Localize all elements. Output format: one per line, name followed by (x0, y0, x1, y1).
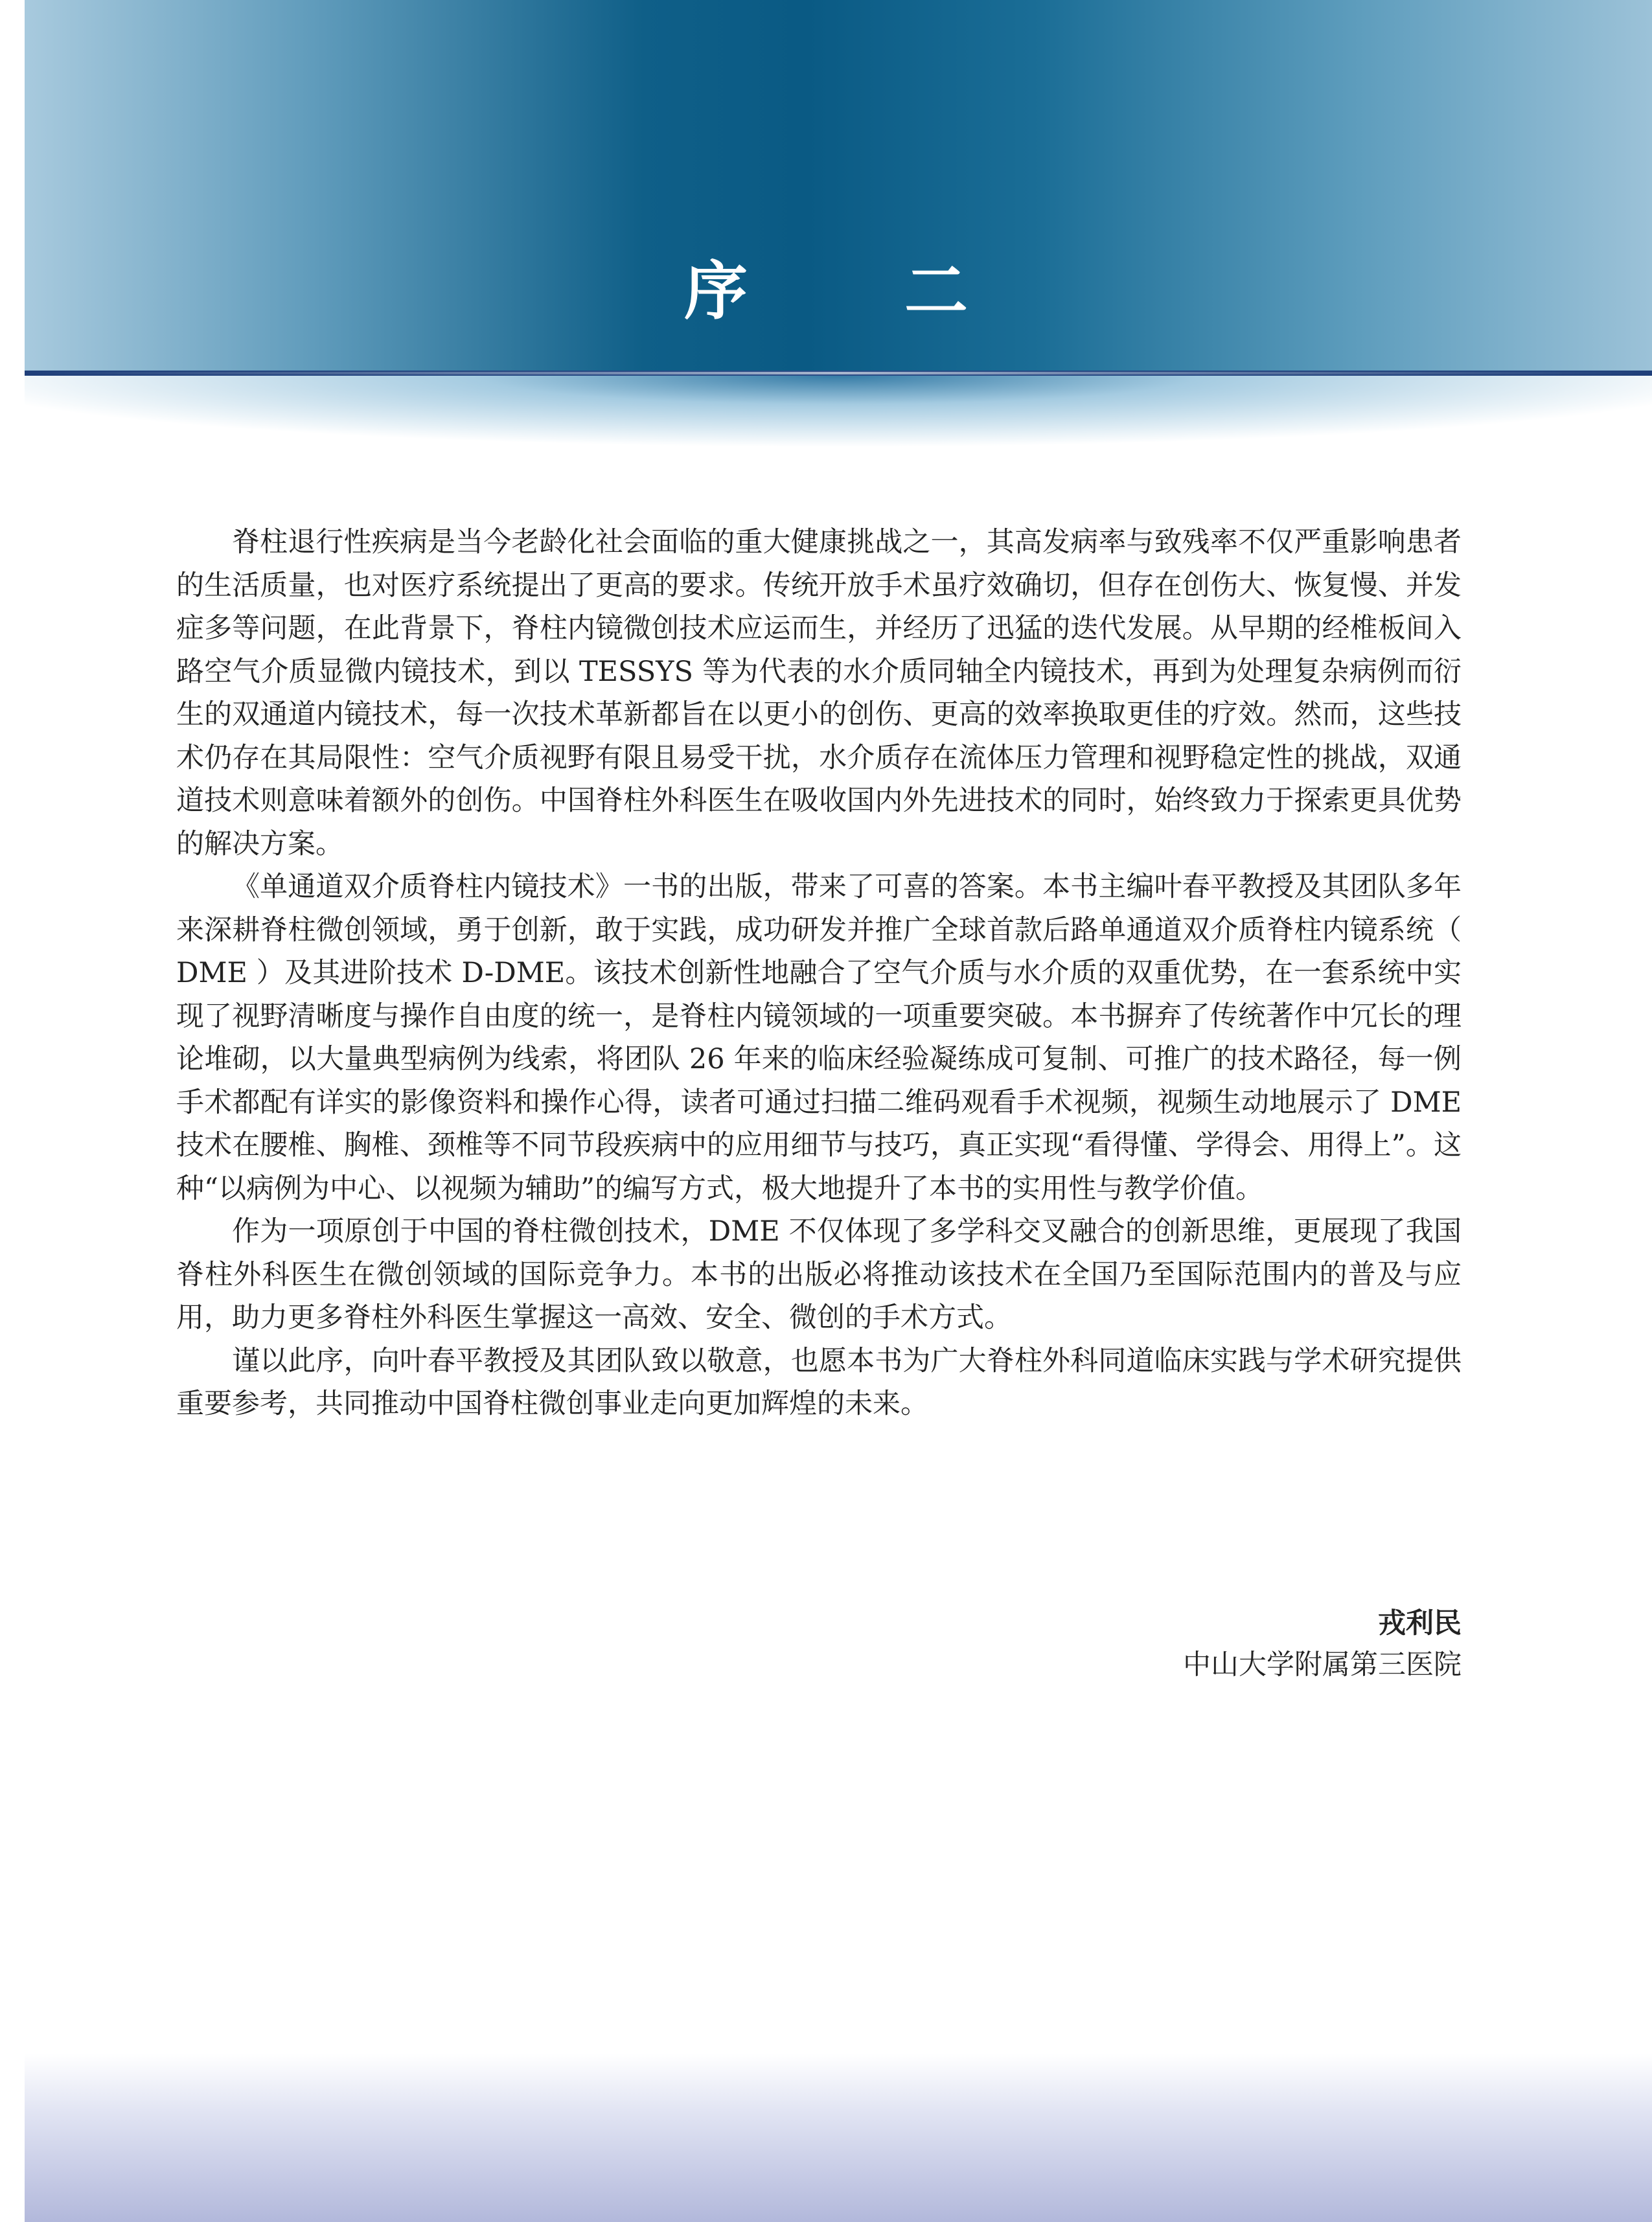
author-affiliation: 中山大学附属第三医院 (1183, 1649, 1462, 1681)
paragraph-4: 谨以此序，向叶春平教授及其团队致以敬意，也愿本书为广大脊柱外科同道临床实践与学术研究提供重要参考，共同推动中国脊柱微创事业走向更加辉煌的未来。 (176, 1344, 1462, 1420)
header-glow (25, 376, 1652, 447)
signature-block (972, 1603, 1462, 1686)
page-title: 序 二 (683, 255, 1036, 328)
footer-gradient (25, 2054, 1652, 2222)
paragraph-2: 《单通道双介质脊柱内镜技术》一书的出版，带来了可喜的答案。本书主编叶春平教授及其团队多年来深耕脊柱微创领域，勇于创新，敢于实践，成功研发并推广全球首款后路单通道双介质脊柱内镜系统（ DME ）及其进阶技术 D-DME。该技术创新性地融合了空气介质与水介质的双重优势，在一套系统中实现了视野清晰度与操作自由度的统一，是脊柱内镜领域的一项重要突破。本书摒弃了传统著作中冗长的理论堆砌，以大量典型病例为线索，将团队 26 年来的临床经验凝练成可复制、可推广的技术路径，每一例手术都配有详实的影像资料和操作心得，读者可通过扫描二维码观看手术视频，视频生动地展示了 DME 技术在腰椎、胸椎、颈椎等不同节段疾病中的应用细节与技巧，真正实现“看得懂、学得会、用得上”。这种“以病例为中心、以视频为辅助”的编写方式，极大地提升了本书的实用性与教学价值。 (176, 871, 1462, 1205)
paragraph-3: 作为一项原创于中国的脊柱微创技术，DME 不仅体现了多学科交叉融合的创新思维，更展现了我国脊柱外科医生在微创领域的国际竞争力。本书的出版必将推动该技术在全国乃至国际范围内的普及与应用，助力更多脊柱外科医生掌握这一高效、安全、微创的手术方式。 (176, 1215, 1462, 1334)
paragraph-1: 脊柱退行性疾病是当今老龄化社会面临的重大健康挑战之一，其高发病率与致残率不仅严重影响患者的生活质量，也对医疗系统提出了更高的要求。传统开放手术虽疗效确切，但存在创伤大、恢复慢、并发症多等问题，在此背景下，脊柱内镜微创技术应运而生，并经历了迅猛的迭代发展。从早期的经椎板间入路空气介质显微内镜技术，到以 TESSYS 等为代表的水介质同轴全内镜技术，再到为处理复杂病例而衍生的双通道内镜技术，每一次技术革新都旨在以更小的创伤、更高的效率换取更佳的疗效。然而，这些技术仍存在其局限性：空气介质视野有限且易受干扰，水介质存在流体压力管理和视野稳定性的挑战，双通道技术则意味着额外的创伤。中国脊柱外科医生在吸收国内外先进技术的同时，始终致力于探索更具优势的解决方案。 (176, 526, 1462, 860)
author-name: 戎利民 (1378, 1607, 1462, 1640)
preface-body (176, 521, 1462, 1426)
header-divider-highlight (25, 372, 1652, 374)
